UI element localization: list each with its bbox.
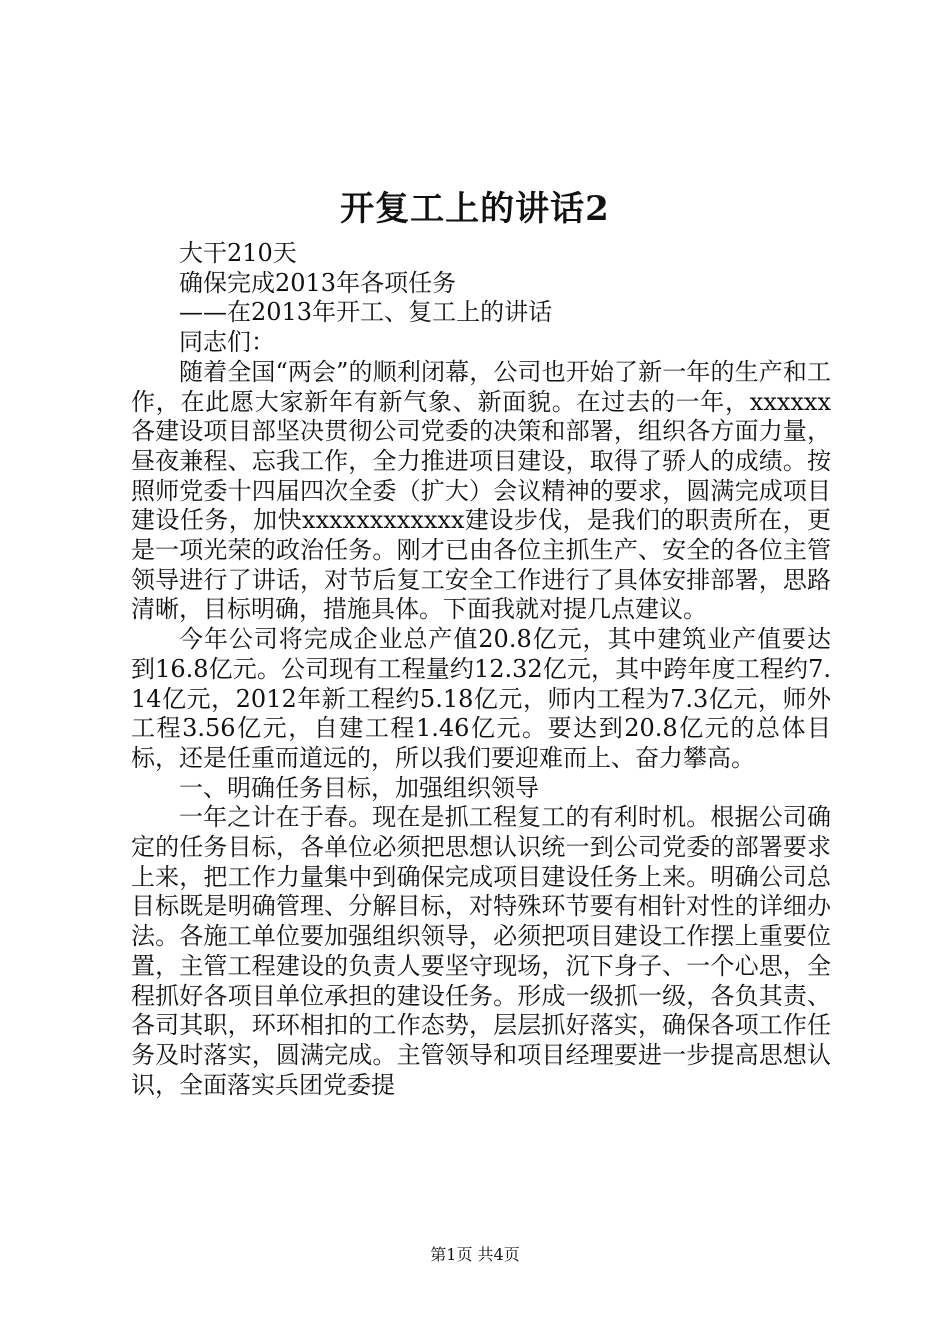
subtitle-line-2: 确保完成2013年各项任务 bbox=[179, 268, 457, 297]
body-paragraph: 随着全国“两会”的顺利闭幕，公司也开始了新一年的生产和工作，在此愿大家新年有新气象、新面貌。在过去的一年，xxxxxx各建设项目部坚决贯彻公司党委的决策和部署，组织各方面力量，昼夜兼程、忘我工作，全力推进项目建设，取得了骄人的成绩。按照师党委十四届四次全委（扩大）会议精神的要求，圆满完成项目建设任务，加快xxxxxxxxxxxx建设步伐，是我们的职责所在，更是一项光荣的政治任务。刚才已由各位主抓生产、安全的各位主管领导进行了讲话，对节后复工安全工作进行了具体安排部署，思路清晰，目标明确，措施具体。下面我就对提几点建议。 bbox=[131, 357, 831, 624]
body-paragraph: 一年之计在于春。现在是抓工程复工的有利时机。根据公司确定的任务目标，各单位必须把思想认识统一到公司党委的部署要求上来，把工作力量集中到确保完成项目建设任务上来。明确公司总目标既是明确管理、分解目标，对特殊环节要有相针对性的详细办法。各施工单位要加强组织领导，必须把项目建设工作摆上重要位置，主管工程建设的负责人要坚守现场，沉下身子、一个心思，全程抓好各项目单位承担的建设任务。形成一级抓一级，各负其责、各司其职，环环相扣的工作态势，层层抓好落实，确保各项工作任务及时落实，圆满完成。主管领导和项目经理要进一步提高思想认识，全面落实兵团党委提 bbox=[131, 803, 831, 1099]
document-body bbox=[131, 239, 831, 1100]
section-heading: 一、明确任务目标，加强组织领导 bbox=[179, 773, 539, 802]
subtitle-line-1: 大干210天 bbox=[179, 239, 297, 267]
document-title: 开复工上的讲话2 bbox=[340, 189, 610, 229]
salutation: 同志们： bbox=[179, 328, 275, 357]
subtitle-line-3: ——在2013年开工、复工上的讲话 bbox=[179, 298, 553, 327]
page-number-footer: 第1页 共4页 bbox=[430, 1245, 520, 1264]
body-paragraph: 今年公司将完成企业总产值20.8亿元，其中建筑业产值要达到16.8亿元。公司现有工程量约12.32亿元，其中跨年度工程约7.14亿元，2012年新工程约5.18亿元，师内工程为7.3亿元，师外工程3.56亿元，自建工程1.46亿元。要达到20.8亿元的总体目标，还是任重而道远的，所以我们要迎难而上、奋力攀高。 bbox=[131, 625, 831, 772]
